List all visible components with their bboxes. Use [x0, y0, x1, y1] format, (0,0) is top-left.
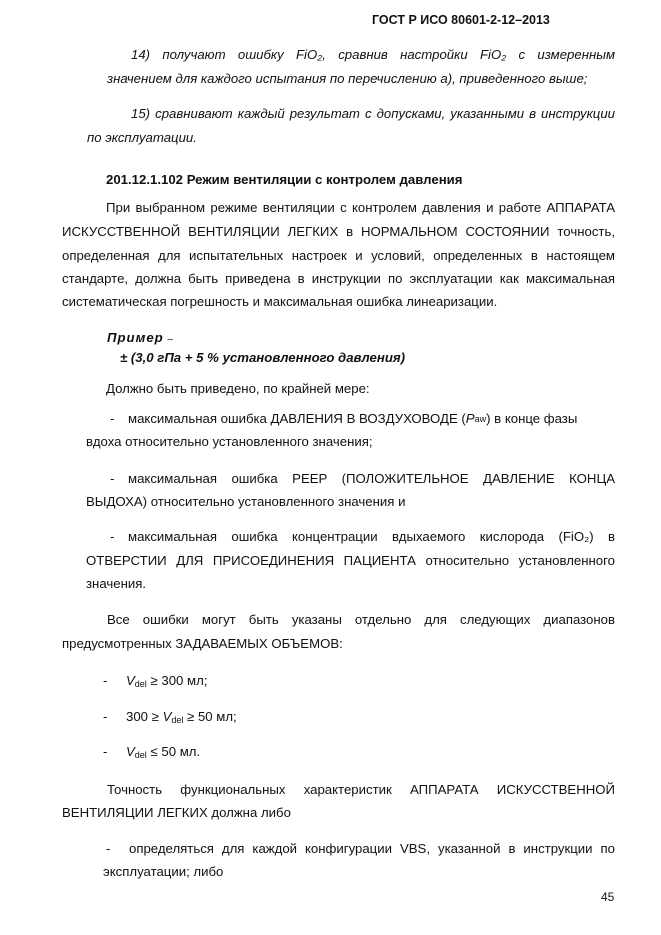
section-heading [106, 172, 462, 188]
bullet1-dash: - [110, 411, 115, 426]
last-bullet-line1: определяться для каждой конфигурации VBS, указанной в инструкции по [129, 841, 615, 856]
para1-line4: стандарте, должна быть приведена в инструкции по эксплуатации как максимальная [62, 271, 615, 286]
range3-sub: del [134, 750, 147, 760]
para2-line2: предусмотренных ЗАДАВАЕМЫХ ОБЪЕМОВ: [62, 636, 343, 651]
bullet2-dash: - [110, 471, 115, 486]
range1-dash: - [103, 673, 108, 688]
last-bullet-dash: - [106, 841, 111, 856]
para2-line1: Все ошибки могут быть указаны отдельно для следующих диапазонов [107, 612, 615, 627]
range1-var: V [126, 673, 135, 688]
bullet1-line2: вдоха относительно установленного значения; [86, 434, 373, 449]
range3-var: V [126, 744, 135, 759]
range3 [126, 744, 200, 763]
bullet3-dash: - [110, 529, 115, 544]
range1 [126, 673, 207, 692]
bullet3-line1: максимальная ошибка концентрации вдыхаемого кислорода (FiO₂) в [128, 529, 615, 544]
bullet3-line2: ОТВЕРСТИИ ДЛЯ ПРИСОЕДИНЕНИЯ ПАЦИЕНТА относительно установленного [86, 553, 615, 568]
example-label-line [107, 330, 173, 348]
example-dash: – [167, 334, 173, 345]
para1-line2: ИСКУССТВЕННОЙ ВЕНТИЛЯЦИИ ЛЕГКИХ в НОРМАЛЬНОМ СОСТОЯНИИ точность, [62, 224, 615, 239]
para1-line3: определенная для испытательных настроек и условий, определенных в настоящем [62, 248, 615, 263]
item-15-line2: по эксплуатации. [87, 130, 197, 145]
range2-var: V [162, 709, 172, 724]
page-number: 45 [601, 890, 615, 904]
example-label: Пример [107, 330, 164, 345]
range2-dash: - [103, 709, 108, 724]
item-14-line2: значением для каждого испытания по перечислению а), приведенного выше; [107, 71, 588, 86]
bullet2-line1: максимальная ошибка PEEP (ПОЛОЖИТЕЛЬНОЕ ДАВЛЕНИЕ КОНЦА [128, 471, 615, 486]
range3-post: ≤ 50 мл. [146, 744, 201, 759]
bullet3-line3: значения. [86, 576, 147, 591]
item-15-line1: 15) сравнивают каждый результат с допусками, указанными в инструкции [131, 106, 615, 121]
range2 [126, 709, 237, 728]
range2-sub: del [171, 715, 184, 725]
bullet1-text-b: ) в конце фазы [486, 411, 578, 426]
bullet1-var: P [465, 411, 475, 426]
last-bullet-line2: эксплуатации; либо [103, 864, 224, 879]
document-header: ГОСТ Р ИСО 80601-2-12–2013 [372, 13, 550, 27]
section-title: Режим вентиляции с контролем давления [186, 172, 463, 187]
para3-line2: ВЕНТИЛЯЦИИ ЛЕГКИХ должна либо [62, 805, 291, 820]
range2-post: ≥ 50 мл; [183, 709, 237, 724]
section-number: 201.12.1.102 [106, 172, 184, 187]
range3-dash: - [103, 744, 108, 759]
para3-line1: Точность функциональных характеристик АППАРАТА ИСКУССТВЕННОЙ [107, 782, 615, 797]
para1-line5: систематическая погрешность и максимальная ошибка линеаризации. [62, 294, 498, 309]
example-formula: ± (3,0 гПа + 5 % установленного давления) [120, 350, 406, 365]
range1-post: ≥ 300 мл; [146, 673, 208, 688]
bullet1-sub: aw [474, 414, 487, 424]
range2-pre: 300 ≥ [126, 709, 163, 724]
bullet1-line1-full [128, 411, 615, 427]
minimum-intro: Должно быть приведено, по крайней мере: [106, 381, 370, 396]
range1-sub: del [134, 679, 147, 689]
bullet2-line2: ВЫДОХА) относительно установленного значения и [86, 494, 406, 509]
item-14-line1: 14) получают ошибку FiO₂, сравнив настройки FiO₂ с измеренным [131, 47, 615, 62]
para1-line1: При выбранном режиме вентиляции с контролем давления и работе АППАРАТА [106, 200, 615, 215]
bullet1-text-a: максимальная ошибка ДАВЛЕНИЯ В ВОЗДУХОВОДЕ ( [128, 411, 466, 426]
